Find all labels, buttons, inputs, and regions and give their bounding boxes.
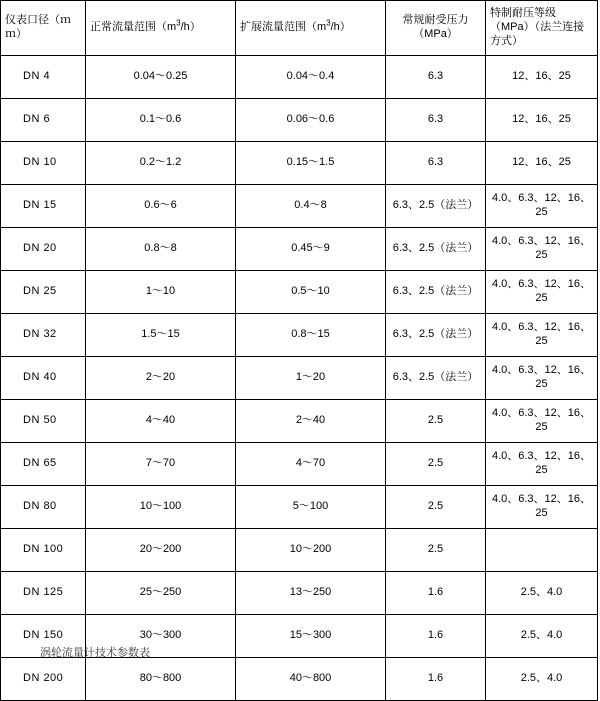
cell-standard-pressure: 6.3、2.5（法兰） [386,228,486,271]
cell-standard-pressure: 1.6 [386,615,486,658]
table-body [1,56,598,701]
cell-special-pressure: 4.0、6.3、12、16、25 [486,185,598,228]
cell-normal-flow: 0.6～6 [86,185,236,228]
cell-diameter: DN 32 [1,314,86,357]
table-header-row [1,1,598,56]
column-header-normal-flow-text: 正常流量范围（m [90,21,177,34]
cell-normal-flow: 2～20 [86,357,236,400]
cell-extended-flow: 0.4～8 [236,185,386,228]
cell-diameter: DN 125 [1,572,86,615]
column-header-special-pressure [486,1,598,56]
cell-standard-pressure: 6.3 [386,99,486,142]
cell-normal-flow: 1～10 [86,271,236,314]
table-row [1,357,598,400]
cell-normal-flow: 0.1～0.6 [86,99,236,142]
cell-standard-pressure: 6.3、2.5（法兰） [386,357,486,400]
column-header-standard-pressure-line2: a） [440,28,458,40]
cell-special-pressure [486,529,598,572]
cell-special-pressure: 4.0、6.3、12、16、25 [486,400,598,443]
column-header-special-pressure-line2: 兰连接方式） [490,21,585,47]
cell-extended-flow: 10～200 [236,529,386,572]
cell-standard-pressure: 2.5 [386,443,486,486]
column-header-extended-flow [236,1,386,56]
cell-standard-pressure: 6.3、2.5（法兰） [386,271,486,314]
table-row [1,228,598,271]
footer-note: 涡轮流量计技术参数表 [40,647,150,659]
column-header-standard-pressure-line1: 常规耐受压力（MP [402,14,469,40]
column-header-extended-flow-text: 扩展流量范围（m [240,21,327,34]
column-header-extended-flow-unit: /h） [330,21,351,34]
cell-extended-flow: 15～300 [236,615,386,658]
cell-diameter: DN 65 [1,443,86,486]
cell-special-pressure: 4.0、6.3、12、16、25 [486,314,598,357]
cell-special-pressure: 12、16、25 [486,142,598,185]
table-row [1,529,598,572]
cell-special-pressure: 2.5、4.0 [486,615,598,658]
cell-special-pressure: 4.0、6.3、12、16、25 [486,357,598,400]
table-header [1,1,598,56]
cell-extended-flow: 2～40 [236,400,386,443]
cell-standard-pressure: 2.5 [386,529,486,572]
cell-special-pressure: 12、16、25 [486,99,598,142]
cell-diameter: DN 80 [1,486,86,529]
cell-normal-flow: 0.2～1.2 [86,142,236,185]
cell-diameter: DN 100 [1,529,86,572]
cell-standard-pressure: 6.3 [386,142,486,185]
column-header-normal-flow-unit: /h） [180,21,201,34]
cell-diameter: DN 150 [1,615,86,658]
cell-diameter: DN 20 [1,228,86,271]
column-header-standard-pressure [386,1,486,56]
table-row [1,486,598,529]
table-row [1,443,598,486]
table-row [1,400,598,443]
cell-standard-pressure: 1.6 [386,572,486,615]
cell-normal-flow: 25～250 [86,572,236,615]
cell-special-pressure: 4.0、6.3、12、16、25 [486,486,598,529]
cell-special-pressure: 4.0、6.3、12、16、25 [486,271,598,314]
table-row [1,185,598,228]
cell-diameter: DN 50 [1,400,86,443]
cell-normal-flow: 1.5～15 [86,314,236,357]
table-row [1,658,598,701]
cell-normal-flow: 7～70 [86,443,236,486]
cell-extended-flow: 0.5～10 [236,271,386,314]
cell-diameter: DN 4 [1,56,86,99]
cell-extended-flow: 40～800 [236,658,386,701]
cell-extended-flow: 1～20 [236,357,386,400]
cell-extended-flow: 0.06～0.6 [236,99,386,142]
cell-standard-pressure: 2.5 [386,486,486,529]
cell-diameter: DN 10 [1,142,86,185]
cell-extended-flow: 0.8～15 [236,314,386,357]
cell-standard-pressure: 6.3、2.5（法兰） [386,314,486,357]
table-row [1,56,598,99]
cell-standard-pressure: 6.3 [386,56,486,99]
column-header-special-pressure-line1: 特制耐压等级（MPa）（法 [490,7,556,34]
cell-normal-flow: 30～300 [86,615,236,658]
table-row [1,271,598,314]
cell-normal-flow: 4～40 [86,400,236,443]
cell-extended-flow: 13～250 [236,572,386,615]
table-row [1,99,598,142]
cell-extended-flow: 5～100 [236,486,386,529]
cell-diameter: DN 25 [1,271,86,314]
table-row [1,572,598,615]
cell-normal-flow: 0.04～0.25 [86,56,236,99]
table-row [1,314,598,357]
column-header-diameter [1,1,86,56]
column-header-normal-flow [86,1,236,56]
cell-special-pressure: 4.0、6.3、12、16、25 [486,443,598,486]
cell-standard-pressure: 2.5 [386,400,486,443]
table-row [1,142,598,185]
cell-standard-pressure: 6.3、2.5（法兰） [386,185,486,228]
cell-diameter: DN 15 [1,185,86,228]
cell-special-pressure: 2.5、4.0 [486,572,598,615]
column-header-diameter-line2: ｍ） [5,28,27,40]
cell-extended-flow: 4～70 [236,443,386,486]
column-header-extended-flow-exponent: 3 [326,18,331,28]
column-header-diameter-line1: 仪表口径（ｍ [5,14,71,27]
cell-normal-flow: 80～800 [86,658,236,701]
cell-standard-pressure: 1.6 [386,658,486,701]
cell-normal-flow: 20～200 [86,529,236,572]
cell-normal-flow: 0.8～8 [86,228,236,271]
cell-special-pressure: 4.0、6.3、12、16、25 [486,228,598,271]
cell-normal-flow: 10～100 [86,486,236,529]
cell-extended-flow: 0.04～0.4 [236,56,386,99]
cell-special-pressure: 2.5、4.0 [486,658,598,701]
cell-diameter: DN 40 [1,357,86,400]
cell-special-pressure: 12、16、25 [486,56,598,99]
column-header-normal-flow-exponent: 3 [176,18,181,28]
cell-extended-flow: 0.45～9 [236,228,386,271]
cell-diameter: DN 6 [1,99,86,142]
cell-extended-flow: 0.15～1.5 [236,142,386,185]
cell-diameter: DN 200 [1,658,86,701]
